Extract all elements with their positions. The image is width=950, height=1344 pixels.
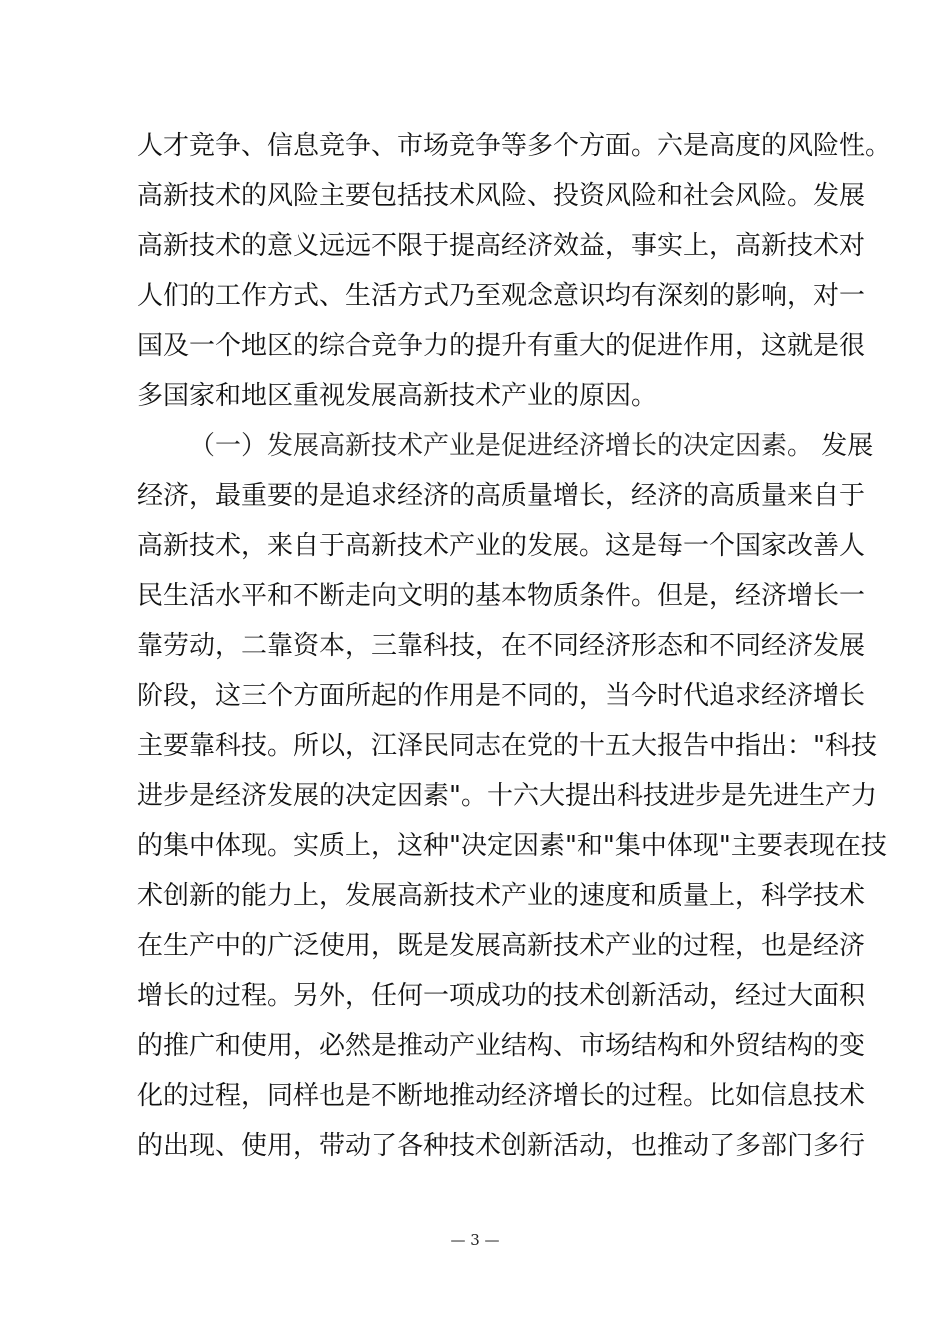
text-line: 进步是经济发展的决定因素"。十六大提出科技进步是先进生产力: [137, 781, 877, 811]
text-line: 人们的工作方式、生活方式乃至观念意识均有深刻的影响，对一: [137, 281, 866, 311]
text-line: 靠劳动，二靠资本，三靠科技，在不同经济形态和不同经济发展: [137, 631, 866, 661]
text-line: 高新技术的意义远远不限于提高经济效益，事实上，高新技术对: [137, 231, 866, 261]
text-line: 高新技术的风险主要包括技术风险、投资风险和社会风险。发展: [137, 181, 866, 211]
text-line: 人才竞争、信息竞争、市场竞争等多个方面。六是高度的风险性。: [137, 131, 892, 161]
text-line: 民生活水平和不断走向文明的基本物质条件。但是，经济增长一: [137, 581, 866, 611]
text-line: 阶段，这三个方面所起的作用是不同的，当今时代追求经济增长: [137, 681, 866, 711]
page-number: — 3 —: [450, 1231, 500, 1249]
text-line: 的出现、使用，带动了各种技术创新活动，也推动了多部门多行: [137, 1131, 866, 1161]
text-line: 高新技术，来自于高新技术产业的发展。这是每一个国家改善人: [137, 531, 866, 561]
text-line: 增长的过程。另外，任何一项成功的技术创新活动，经过大面积: [137, 981, 866, 1011]
text-line: 的推广和使用，必然是推动产业结构、市场结构和外贸结构的变: [137, 1031, 866, 1061]
text-line: 的集中体现。实质上，这种"决定因素"和"集中体现"主要表现在技: [137, 831, 887, 861]
text-line: 主要靠科技。所以，江泽民同志在党的十五大报告中指出："科技: [137, 731, 877, 761]
text-line: 术创新的能力上，发展高新技术产业的速度和质量上，科学技术: [137, 881, 866, 911]
section-heading-tail: 发展: [813, 431, 874, 461]
text-line: 经济，最重要的是追求经济的高质量增长，经济的高质量来自于: [137, 481, 866, 511]
text-line: 国及一个地区的综合竞争力的提升有重大的促进作用，这就是很: [137, 331, 866, 361]
section-heading-line: [137, 421, 874, 471]
text-line: 在生产中的广泛使用，既是发展高新技术产业的过程，也是经济: [137, 931, 866, 961]
text-line: 多国家和地区重视发展高新技术产业的原因。: [137, 381, 658, 411]
body-text: [137, 121, 892, 1171]
text-line: 化的过程，同样也是不断地推动经济增长的过程。比如信息技术: [137, 1081, 866, 1111]
section-heading: （一）发展高新技术产业是促进经济增长的决定因素。: [189, 431, 814, 461]
